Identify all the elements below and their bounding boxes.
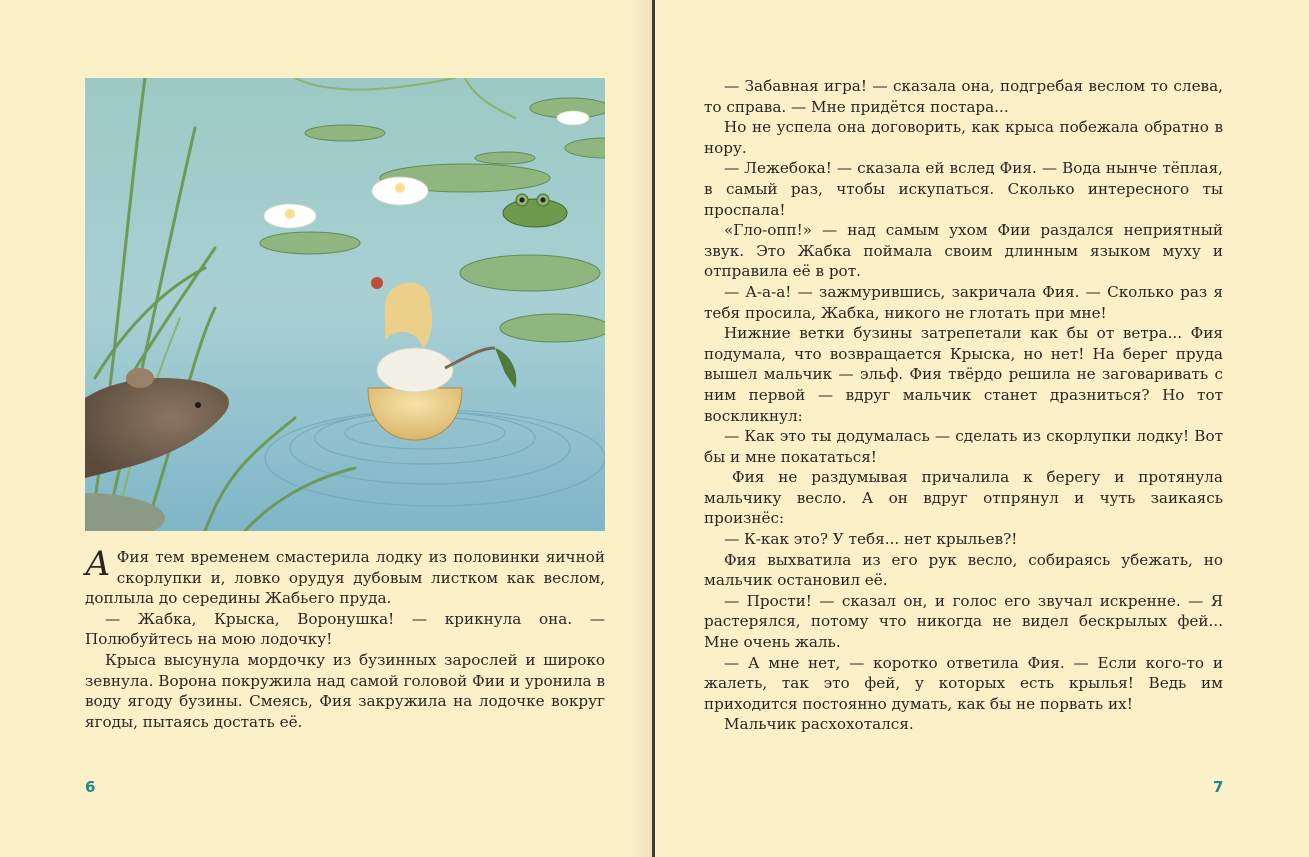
paragraph: — Прости! — сказал он, и голос его звучал искренне. — Я растерялся, потому что никогда не видел бескрылых фей... Мне очень жаль.	[704, 591, 1223, 652]
paragraph: Но не успела она договорить, как крыса побежала обратно в нору.	[704, 118, 1223, 157]
paragraph: Мальчик расхохотался.	[724, 715, 914, 734]
paragraph: Фия не раздумывая причалила к берегу и протянула мальчику весло. А он вдруг отпрянул и чуть заикаясь произнёс:	[704, 468, 1223, 528]
paragraph: Нижние ветки бузины затрепетали как бы от ветра... Фия подумала, что возвращается Крыска, но нет! На берег пруда вышел мальчик — эльф. Фия твёрдо решила не заговаривать с ним первой — вдруг мальчик станет дразниться? Но тот воскликнул:	[704, 324, 1223, 425]
drop-cap: А	[85, 544, 111, 584]
fairy-in-eggshell-boat-illustration	[85, 78, 605, 531]
paragraph: — А мне нет, — коротко ответила Фия. — Если кого-то и жалеть, так это фей, у которых есть крылья! Ведь им приходится постоянно думать, как бы не порвать их!	[704, 653, 1223, 713]
pond-illustration	[85, 78, 605, 531]
paragraph: — К-как это? У тебя... нет крыльев?!	[724, 530, 1018, 549]
page-number: 6	[85, 778, 96, 796]
paragraph: — Как это ты додумалась — сделать из скорлупки лодку! Вот бы и мне покататься!	[704, 427, 1223, 466]
paragraph: Крыса высунула мордочку из бузинных зарослей и широко зевнула. Ворона покружила над самой головой Фии и уронила в воду ягоду бузины. Смеясь, Фия закружила на лодочке вокруг ягоды, пытаясь достать её.	[85, 650, 605, 731]
right-page-text	[704, 76, 1223, 735]
left-page	[0, 0, 652, 857]
page-number: 7	[1213, 778, 1224, 796]
paragraph: — А-а-а! — зажмурившись, закричала Фия. — Сколько раз я тебя просила, Жабка, никого не глотать при мне!	[704, 282, 1223, 322]
paragraph: — Забавная игра! — сказала она, подгребая веслом то слева, то справа. — Мне придётся постара...	[704, 77, 1223, 116]
paragraph: — Жабка, Крыска, Воронушка! — крикнула она. — Полюбуйтесь на мою лодочку!	[85, 609, 605, 649]
paragraph: «Гло-опп!» — над самым ухом Фии раздался неприятный звук. Это Жабка поймала своим длинным языком муху и отправила её в рот.	[704, 221, 1223, 281]
paragraph: Фия выхватила из его рук весло, собираясь убежать, но мальчик остановил её.	[704, 550, 1223, 590]
paragraph-text: Фия тем временем смастерила лодку из половинки яичной скорлупки и, ловко орудуя дубовым листком как веслом, доплыла до середины Жабьего пруда.	[85, 548, 605, 608]
paragraph: — Лежебока! — сказала ей вслед Фия. — Вода нынче тёплая, в самый раз, чтобы искупаться. Сколько интересного ты проспала!	[704, 159, 1223, 219]
left-page-text	[85, 544, 605, 732]
paragraph	[85, 544, 605, 609]
